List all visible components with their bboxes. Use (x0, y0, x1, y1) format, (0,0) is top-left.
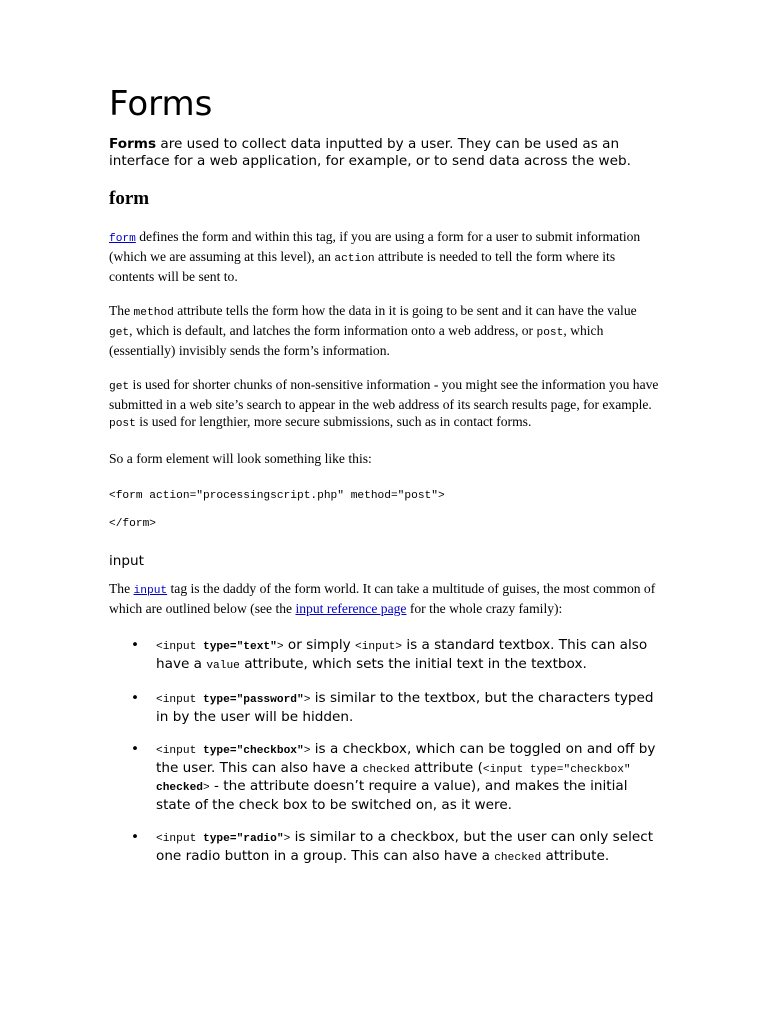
code: > (203, 782, 210, 794)
code: > (283, 833, 291, 845)
code: <input (156, 641, 203, 653)
code: > (303, 694, 311, 706)
bullet-icon: • (131, 690, 140, 706)
code: > (276, 641, 284, 653)
bullet-icon: • (131, 829, 140, 845)
method-code: method (133, 307, 174, 319)
text: is similar to a checkbox, but the user can only select one radio button in a group. This can also have a (156, 829, 654, 864)
form-paragraph-2 (109, 302, 661, 359)
form-link[interactable]: form (109, 233, 136, 245)
form-p2-text-4: , which (essentially) invisibly sends the form’s information. (109, 323, 604, 358)
form-p1-text-2: attribute is needed to tell the form where its contents will be sent to. (109, 249, 616, 284)
input-types-list (109, 637, 661, 866)
form-paragraph-4: So a form element will look something like this: (109, 451, 372, 466)
list-item-checkbox (109, 741, 661, 813)
get-code-2: get (109, 381, 130, 393)
input-reference-link[interactable]: input reference page (295, 601, 407, 616)
intro-bold: Forms (109, 136, 157, 152)
code-bold: type="radio" (203, 833, 284, 845)
code: > (303, 745, 311, 757)
intro-text: are used to collect data inputted by a user. They can be used as an interface for a web application, for example, or to send data across the web. (109, 136, 631, 169)
code: <input type="checkbox" (482, 763, 631, 776)
post-code: post (536, 327, 564, 339)
input-p1-text-3: for the whole crazy family): (406, 601, 563, 616)
code-bold: type="text" (203, 641, 277, 653)
code: <input (156, 833, 203, 845)
code: checked (362, 763, 410, 776)
code-example-close: </form> (109, 518, 156, 530)
bullet-icon: • (131, 637, 140, 653)
form-heading: form (109, 188, 150, 209)
get-code: get (109, 327, 130, 339)
form-p3-text-1: is used for shorter chunks of non-sensitive information - you might see the information you have submitted in a web site’s search to appear in the web address of its search results page, for example. (109, 377, 659, 412)
page-title: Forms (109, 84, 213, 124)
text: attribute. (541, 847, 610, 864)
code-example-open: <form action="processingscript.php" method="post"> (109, 490, 445, 502)
list-item-password (109, 690, 661, 725)
input-paragraph (109, 580, 661, 617)
text: is a standard textbox. This can also have a (156, 637, 648, 672)
form-paragraph-3 (109, 376, 661, 433)
code-bold: type="password" (203, 694, 304, 706)
input-p1-text-2: tag is the daddy of the form world. It can take a multitude of guises, the most common of which are outlined below (see the (109, 581, 656, 616)
code: <input (156, 745, 203, 757)
action-code: action (334, 253, 375, 265)
code-bold: checked (156, 782, 203, 794)
code: <input (156, 694, 203, 706)
post-code-2: post (109, 418, 136, 430)
intro-paragraph (109, 136, 661, 170)
text: attribute ( (409, 759, 483, 776)
bullet-icon: • (131, 741, 140, 757)
input-link[interactable]: input (133, 585, 168, 597)
form-p2-text-3: , which is default, and latches the form information onto a web address, or (129, 323, 537, 338)
input-heading: input (109, 553, 144, 569)
form-p2-text-2: attribute tells the form how the data in it is going to be sent and it can have the value (173, 303, 637, 318)
list-item-text (109, 637, 661, 674)
code: checked (494, 851, 542, 864)
form-paragraph-1 (109, 228, 661, 285)
code: value (206, 659, 240, 672)
text: - the attribute doesn’t require a value), and makes the initial state of the check box to be switched on, as it were. (156, 778, 628, 813)
text: attribute, which sets the initial text in the textbox. (239, 655, 587, 672)
text: is similar to the textbox, but the characters typed in by the user will be hidden. (156, 690, 654, 725)
form-p2-text-1: The (109, 303, 134, 318)
form-p1-text-1: defines the form and within this tag, if you are using a form for a user to submit information (which we are assuming at this level), an (109, 229, 641, 264)
document-page (109, 84, 661, 882)
text: or simply (283, 637, 355, 653)
form-p3-text-2: is used for lengthier, more secure submissions, such as in contact forms. (135, 414, 532, 429)
code-bold: type="checkbox" (203, 745, 304, 757)
text: is a checkbox, which can be toggled on and off by the user. This can also have a (156, 741, 656, 776)
list-item-radio (109, 829, 661, 866)
input-p1-text-1: The (109, 581, 134, 596)
code: <input> (355, 641, 402, 653)
